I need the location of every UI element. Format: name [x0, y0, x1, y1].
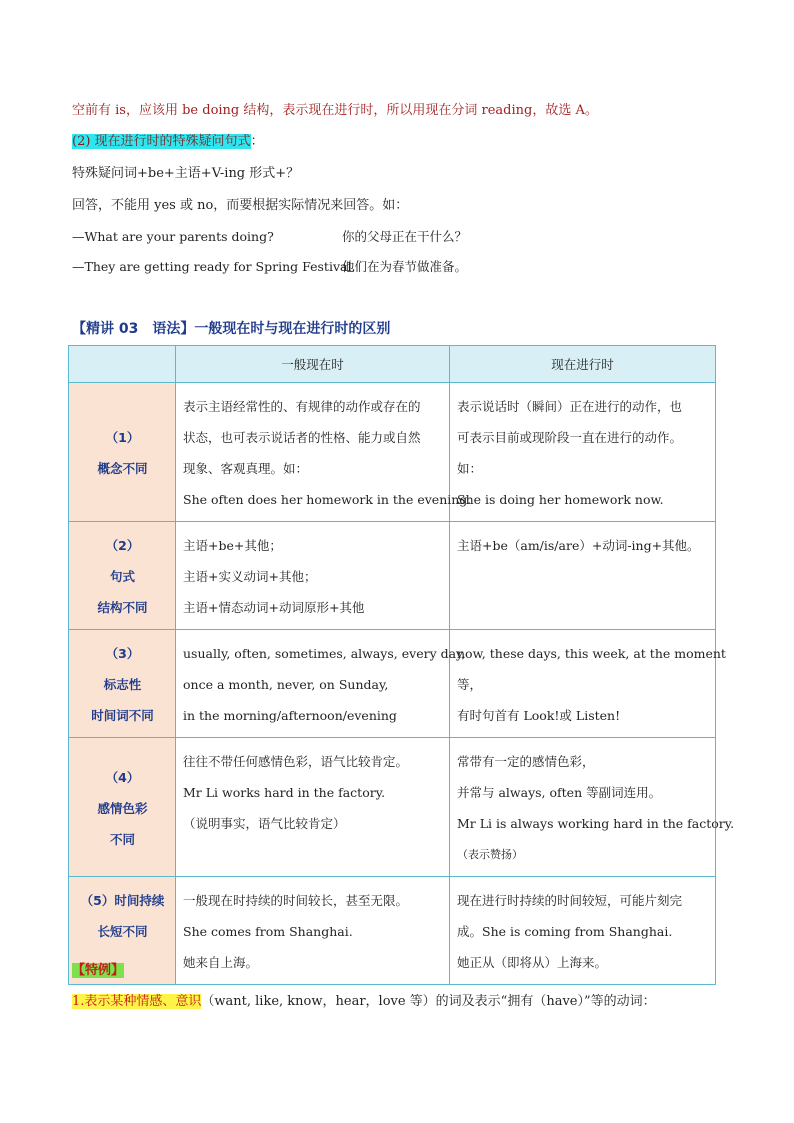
dialog-question-en: —What are your parents doing?: [72, 229, 274, 244]
table-header-row: [69, 346, 716, 383]
cell-line: 状态，也可表示说话者的性格、能力或自然: [183, 430, 421, 445]
intro-line-4: 回答，不能用 yes 或 no，而要根据实际情况来回答。如：: [72, 198, 409, 213]
cell-line: Mr Li is always working hard in the factory.: [457, 816, 735, 831]
special-item-1-rest: （want, like, know，hear，love 等）的词及表示“拥有（have）”等的动词：: [201, 994, 656, 1009]
row-head-line: 时间词不同: [91, 708, 154, 723]
dialog-question-zh: 你的父母正在干什么？: [342, 229, 468, 244]
progressive-cell: [450, 383, 716, 522]
cell-line: 一般现在时持续的时间较长，甚至无限。: [183, 893, 409, 908]
header-present-progressive: 现在进行时: [450, 346, 716, 383]
cell-line: in the morning/afternoon/evening: [183, 708, 397, 723]
intro-line-2: [72, 133, 264, 151]
row-head-line: 句式: [109, 569, 135, 584]
table-row: [69, 383, 716, 522]
cell-line: 表示主语经常性的、有规律的动作或存在的: [183, 399, 421, 414]
special-tag-line: [72, 962, 124, 980]
cell-line: 主语+be+其他；: [183, 538, 282, 553]
row-head: [69, 738, 176, 877]
progressive-cell: [450, 877, 716, 985]
cell-line: 等，: [457, 677, 483, 692]
row-head: [69, 522, 176, 630]
cell-line: She is doing her homework now.: [457, 492, 664, 507]
cell-line: 有时句首有 Look!或 Listen!: [457, 708, 621, 723]
row-head-line: 概念不同: [97, 461, 148, 476]
cell-line: She often does her homework in the evening.: [183, 492, 472, 507]
progressive-cell: [450, 522, 716, 630]
row-head-line: （3）: [105, 646, 140, 661]
row-head-line: （5）时间持续: [80, 893, 165, 908]
progressive-cell: [450, 738, 735, 877]
special-question-heading: (2) 现在进行时的特殊疑问句式: [72, 134, 251, 149]
simple-cell: [176, 630, 466, 738]
row-head-line: 长短不同: [97, 924, 148, 939]
header-simple-present: 一般现在时: [176, 346, 450, 383]
cell-line: 成。She is coming from Shanghai.: [457, 924, 673, 939]
cell-line: usually, often, sometimes, always, every day,: [183, 646, 466, 661]
row-head-line: 感情色彩: [97, 800, 148, 816]
cell-line: 常带有一定的感情色彩，: [457, 754, 595, 769]
cell-line: 主语+情态动词+动词原形+其他: [183, 600, 365, 615]
table-row: [69, 738, 716, 877]
cell-line: 现象、客观真理。如：: [183, 461, 309, 476]
cell-line: （表示赞扬）: [457, 848, 523, 861]
cell-line: 并常与 always, often 等副词连用。: [457, 785, 662, 800]
table-row: [69, 630, 716, 738]
cell-line: 主语+be（am/is/are）+动词-ing+其他。: [457, 538, 700, 553]
cell-line: 主语+实义动词+其他；: [183, 569, 317, 584]
row-head-line: 标志性: [103, 677, 142, 692]
section-title: 【精讲 03 语法】一般现在时与现在进行时的区别: [72, 321, 391, 337]
special-tag: 【特例】: [72, 963, 125, 978]
cell-line: 如：: [457, 461, 483, 476]
cell-line: Mr Li works hard in the factory.: [183, 785, 386, 800]
cell-line: 她正从（即将从）上海来。: [457, 955, 608, 970]
row-head-line: （4）: [105, 769, 140, 785]
table-row: [69, 522, 716, 630]
intro-line-1: 空前有 is，应该用 be doing 结构，表示现在进行时，所以用现在分词 reading，故选 A。: [72, 103, 598, 118]
special-item-1: [72, 993, 656, 1011]
header-corner: [69, 346, 176, 383]
cell-line: 可表示目前或现阶段一直在进行的动作。: [457, 430, 683, 445]
row-head-line: 结构不同: [97, 600, 148, 615]
row-head: [69, 383, 176, 522]
row-head-line: 不同: [109, 831, 135, 847]
dialog-answer-en: —They are getting ready for Spring Festival.: [72, 259, 356, 274]
cell-line: now, these days, this week, at the moment: [457, 646, 726, 661]
heading-colon: ：: [250, 134, 264, 149]
intro-line-3: 特殊疑问词+be+主语+V-ing 形式+？: [72, 166, 300, 181]
simple-cell: [176, 877, 450, 985]
cell-line: （说明事实，语气比较肯定）: [183, 816, 346, 831]
row-head-line: （2）: [105, 538, 140, 553]
cell-line: She comes from Shanghai.: [183, 924, 353, 939]
comparison-table: [68, 345, 735, 985]
row-head-line: （1）: [105, 430, 140, 445]
row-head: [69, 630, 176, 738]
special-item-1-highlight: 1.表示某种情感、意识: [72, 994, 202, 1009]
cell-line: 现在进行时持续的时间较短，可能片刻完: [457, 893, 683, 908]
simple-cell: [176, 383, 472, 522]
simple-cell: [176, 522, 450, 630]
dialog-answer-zh: 他们在为春节做准备。: [342, 259, 468, 274]
progressive-cell: [450, 630, 726, 738]
cell-line: 表示说话时（瞬间）正在进行的动作，也: [457, 399, 683, 414]
simple-cell: [176, 738, 450, 877]
cell-line: 往往不带任何感情色彩，语气比较肯定。: [183, 754, 409, 769]
table-row: [69, 877, 716, 985]
cell-line: once a month, never, on Sunday,: [183, 677, 389, 692]
cell-line: 她来自上海。: [183, 955, 259, 970]
